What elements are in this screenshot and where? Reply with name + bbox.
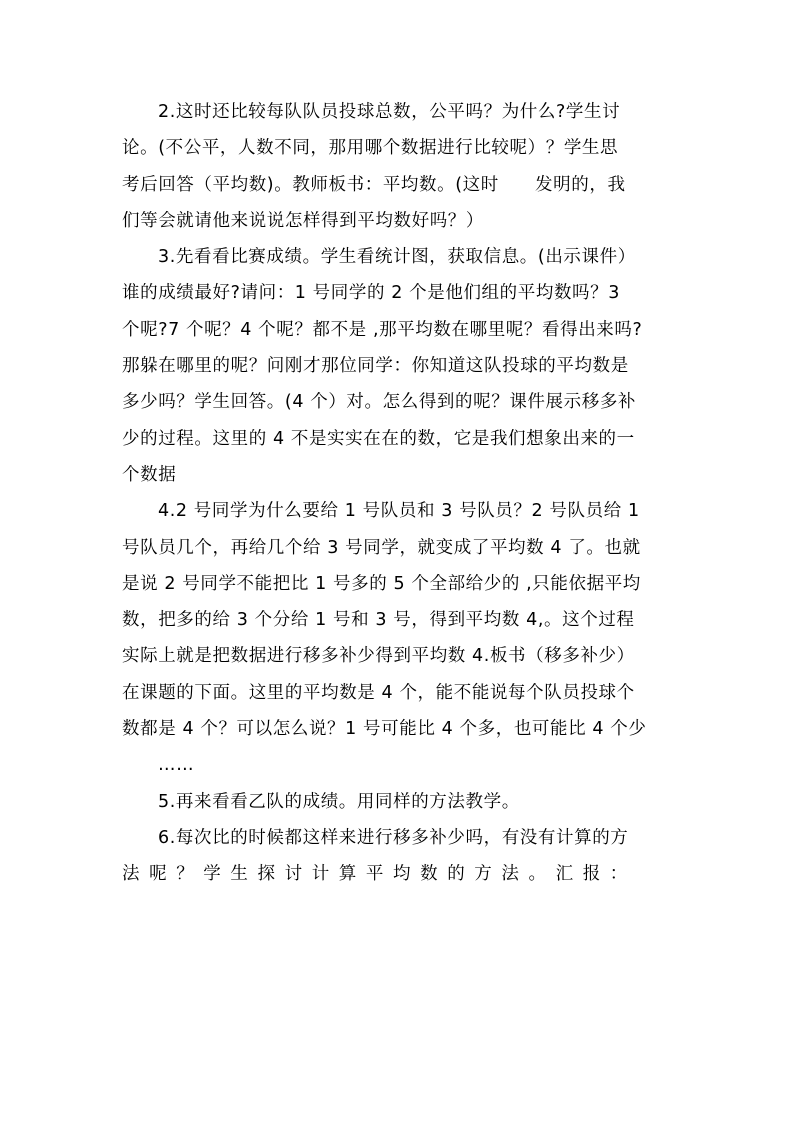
text-line: 数都是 4 个？可以怎么说？1 号可能比 4 个多，也可能比 4 个少 (122, 719, 647, 740)
paragraph-5 (122, 784, 678, 820)
text-line: 在课题的下面。这里的平均数是 4 个，能不能说每个队员投球个 (122, 682, 635, 703)
text-line: 那躲在哪里的呢？问刚才那位同学：你知道这队投球的平均数是 (122, 356, 629, 377)
text-line: 4.2 号同学为什么要给 1 号队员和 3 号队员？2 号队员给 1 (158, 501, 640, 522)
text-line: 2.这时还比较每队队员投球总数，公平吗？为什么?学生讨 (158, 102, 621, 122)
text-line: 数，把多的给 3 个分给 1 号和 3 号，得到平均数 4,。这个过程 (122, 610, 635, 631)
document-body (122, 94, 678, 893)
text-line: 少的过程。这里的 4 不是实实在在的数，它是我们想象出来的一 (122, 428, 635, 449)
text-line: 多少吗？学生回答。(4 个）对。怎么得到的呢？课件展示移多补 (122, 392, 637, 413)
paragraph-4 (122, 493, 678, 783)
text-line: 是说 2 号同学不能把比 1 号多的 5 个全部给少的 ,只能依据平均 (122, 573, 641, 594)
paragraph-3 (122, 239, 678, 493)
paragraph-2 (122, 94, 678, 239)
text-line-justified: 法呢？学生探讨计算平均数的方法。汇报： (122, 864, 637, 885)
text-line: 个数据 (122, 464, 177, 485)
paragraph-6 (122, 820, 678, 893)
text-line: 个呢?7 个呢？4 个呢？都不是 ,那平均数在哪里呢？看得出来吗? (122, 319, 643, 340)
text-line: 考后回答（平均数)。教师板书：平均数。(这时 发明的，我 (122, 174, 626, 195)
text-line: 5.再来看看乙队的成绩。用同样的方法教学。 (158, 791, 520, 812)
text-line: 号队员几个，再给几个给 3 号同学，就变成了平均数 4 了。也就 (122, 537, 641, 558)
text-line: 们等会就请他来说说怎样得到平均数好吗？） (122, 210, 484, 231)
text-line: 实际上就是把数据进行移多补少得到平均数 4.板书（移多补少） (122, 646, 635, 667)
text-line: 3.先看看比赛成绩。学生看统计图，获取信息。(出示课件） (158, 247, 636, 268)
text-line: 论。(不公平，人数不同，那用哪个数据进行比较呢）？学生思 (122, 138, 619, 159)
text-line: …… (158, 755, 195, 776)
text-line: 谁的成绩最好?请问：1 号同学的 2 个是他们组的平均数吗？3 (122, 283, 620, 304)
text-line: 6.每次比的时候都这样来进行移多补少吗，有没有计算的方 (158, 827, 629, 848)
